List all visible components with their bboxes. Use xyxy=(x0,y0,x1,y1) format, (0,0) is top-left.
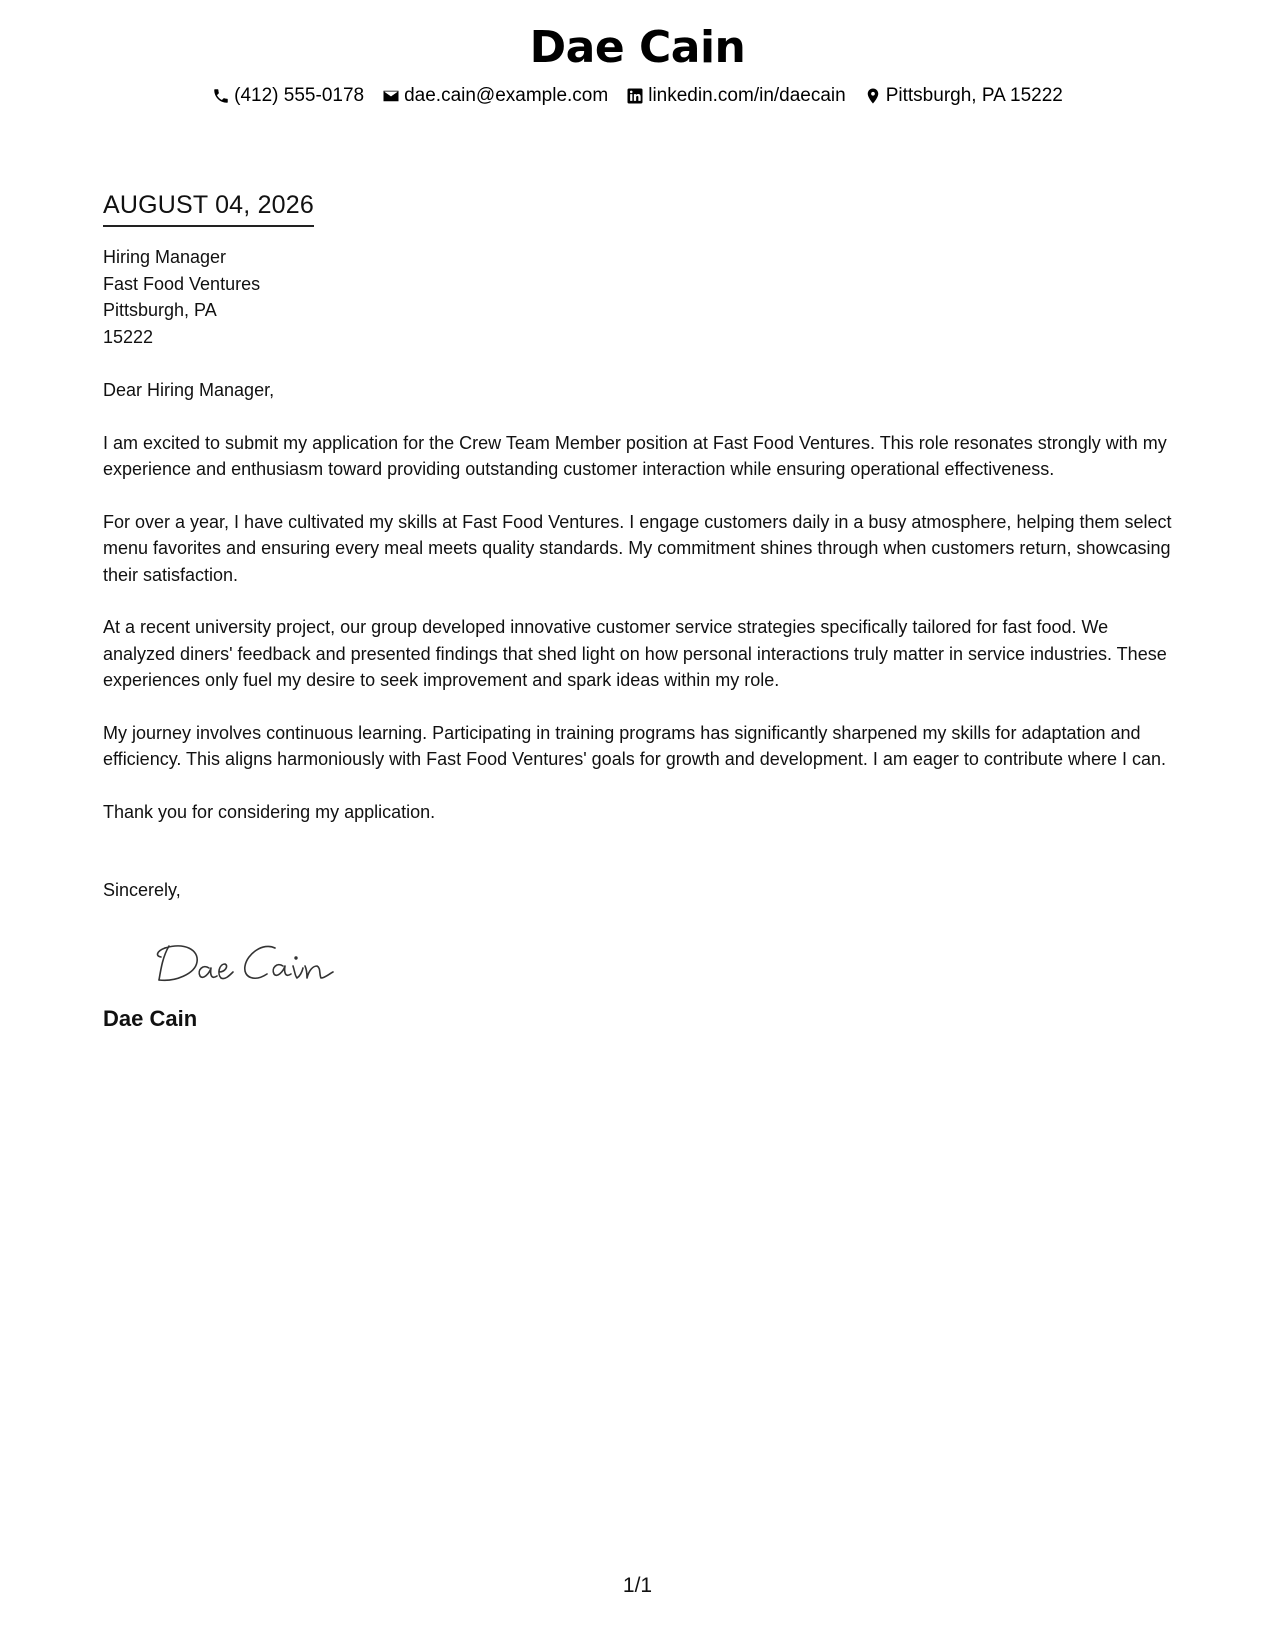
email-text: dae.cain@example.com xyxy=(404,85,609,106)
recipient-city: Pittsburgh, PA xyxy=(103,300,217,320)
linkedin-text: linkedin.com/in/daecain xyxy=(648,85,846,106)
salutation: Dear Hiring Manager, xyxy=(103,380,275,400)
location-text: Pittsburgh, PA 15222 xyxy=(885,85,1063,106)
body-paragraph: For over a year, I have cultivated my skills at Fast Food Ventures. I engage customers daily in a busy atmosphere, helping them select menu favorites and ensuring every meal meets quality standards. My commitment shines through when customers return, showcasing their satisfaction. xyxy=(103,511,1172,585)
body-paragraph: My journey involves continuous learning. Participating in training programs has significantly sharpened my skills for adaptation and efficiency. This aligns harmoniously with Fast Food Ventures' goals for growth and development. I am eager to contribute where I can. xyxy=(103,722,1167,769)
envelope-icon xyxy=(382,87,400,105)
body-paragraph: At a recent university project, our group developed innovative customer service strategies specifically tailored for fast food. We analyzed diners' feedback and presented findings that shed light on how personal interactions truly matter in service industries. These experiences only fuel my desire to seek improvement and spark ideas within my role. xyxy=(103,617,1167,690)
phone-icon xyxy=(212,87,230,105)
page-number: 1/1 xyxy=(622,1574,653,1597)
map-pin-icon xyxy=(864,87,882,105)
recipient-company: Fast Food Ventures xyxy=(103,273,261,294)
linkedin-icon xyxy=(626,87,644,105)
letter-body xyxy=(103,188,1173,1034)
recipient-zip: 15222 xyxy=(103,326,154,347)
contact-phone xyxy=(212,84,364,108)
contact-email xyxy=(382,84,608,108)
signer-name: Dae Cain xyxy=(103,1005,198,1031)
phone-text: (412) 555-0178 xyxy=(234,85,365,106)
body-paragraph: I am excited to submit my application for the Crew Team Member position at Fast Food Ventures. This role resonates strongly with my experience and enthusiasm toward providing outstanding customer interaction while ensuring operational effectiveness. xyxy=(103,432,1167,479)
applicant-name: Dae Cain xyxy=(529,22,746,73)
recipient-block xyxy=(103,244,1173,350)
letter-date: AUGUST 04, 2026 xyxy=(103,188,314,227)
contact-location xyxy=(864,84,1063,108)
contact-linkedin xyxy=(626,84,846,108)
closing: Sincerely, xyxy=(103,880,181,900)
handwritten-signature xyxy=(155,934,355,990)
contact-bar xyxy=(0,84,1275,108)
body-paragraph: Thank you for considering my application. xyxy=(103,801,436,822)
letter-header xyxy=(0,20,1275,108)
recipient-title: Hiring Manager xyxy=(103,247,227,267)
